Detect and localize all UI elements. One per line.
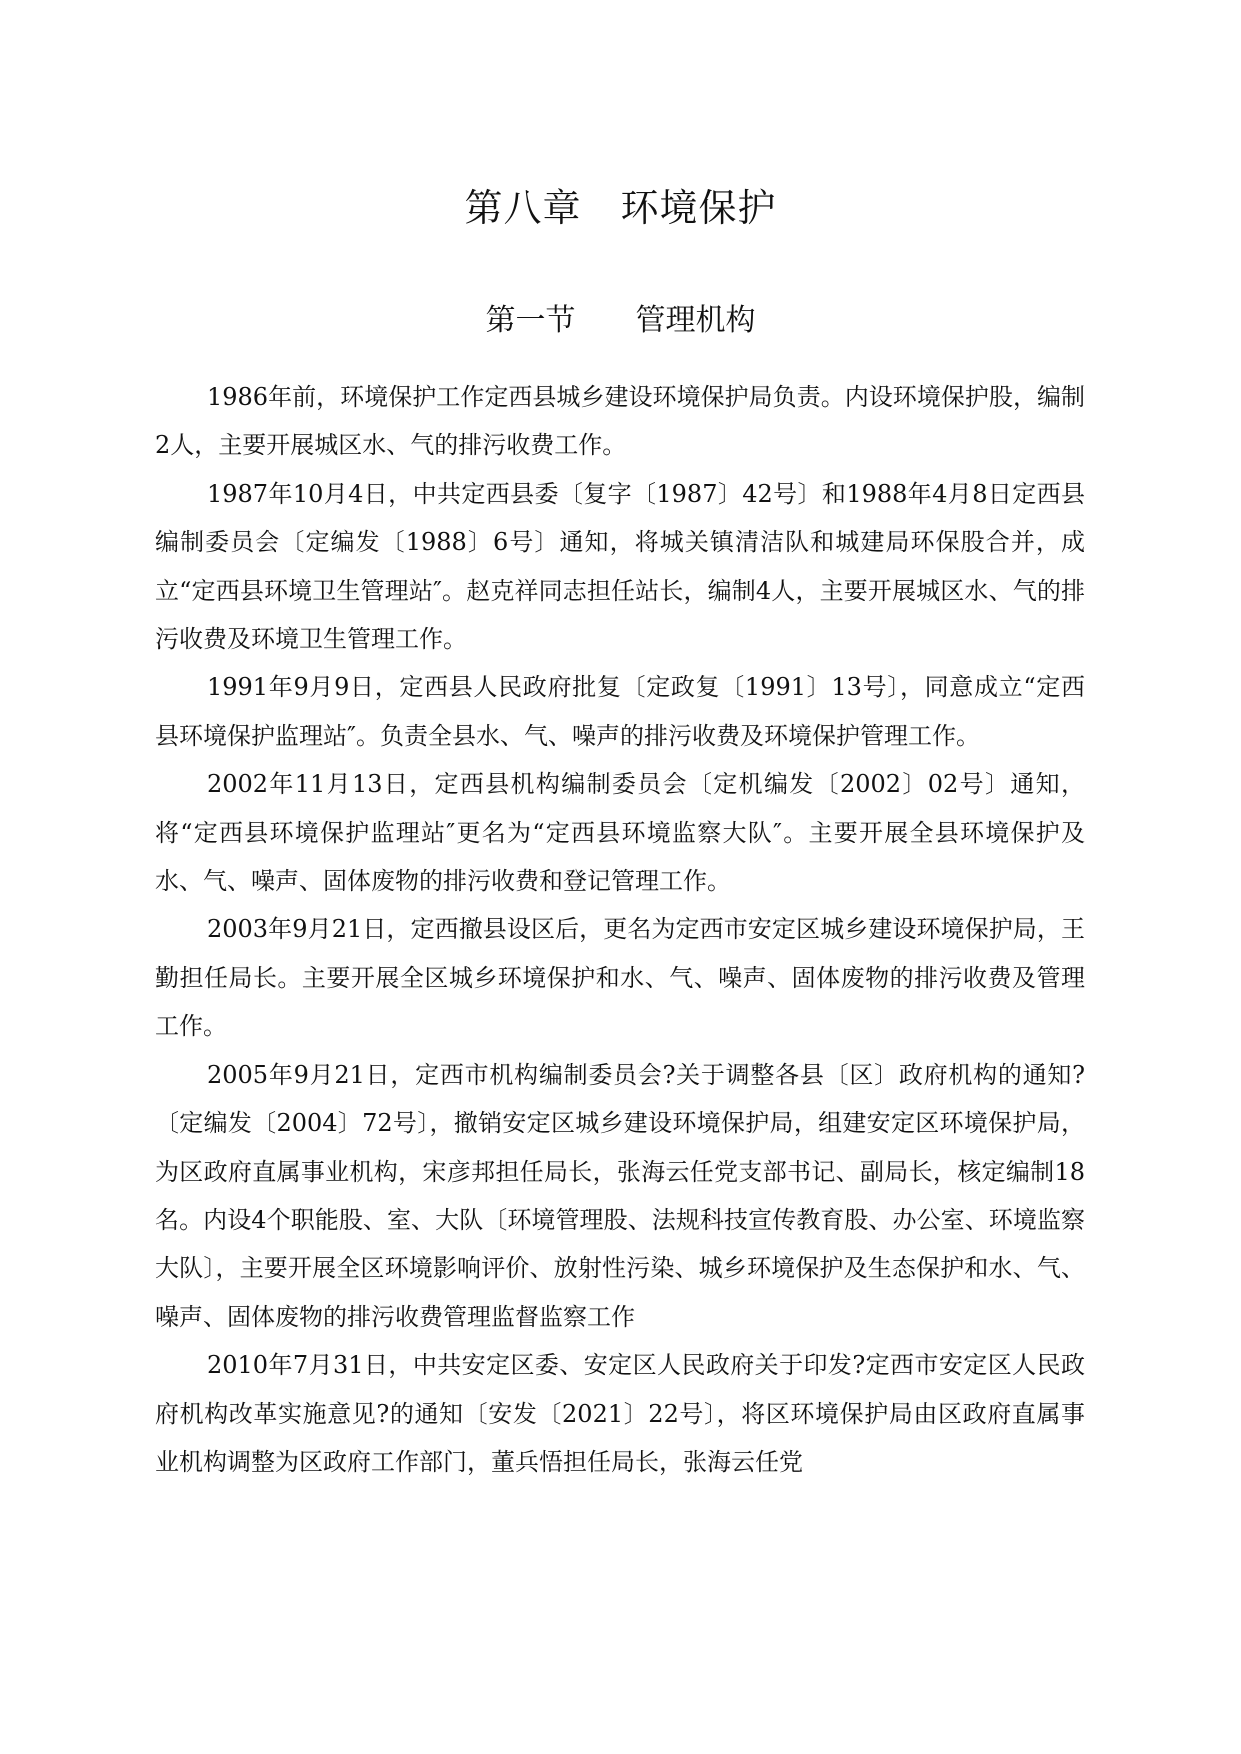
body-text: [155, 373, 1085, 1486]
paragraph-1991: 1991年9月9日，定西县人民政府批复〔定政复〔1991〕13号〕，同意成立“定西县环境保护监理站″。负责全县水、气、噪声的排污收费及环境保护管理工作。: [155, 673, 1085, 750]
paragraph-2005: 2005年9月21日，定西市机构编制委员会?关于调整各县〔区〕政府机构的通知?〔定编发〔2004〕72号〕，撤销安定区城乡建设环境保护局，组建安定区环境保护局，为区政府直属事业机构，宋彦邦担任局长，张海云任党支部书记、副局长，核定编制18名。内设4个职能股、室、大队〔环境管理股、法规科技宣传教育股、办公室、环境监察大队〕，主要开展全区环境影响评价、放射性污染、城乡环境保护及生态保护和水、气、噪声、固体废物的排污收费管理监督监察工作: [155, 1060, 1085, 1331]
paragraph-1986: 1986年前，环境保护工作定西县城乡建设环境保护局负责。内设环境保护股，编制2人，主要开展城区水、气的排污收费工作。: [155, 383, 1085, 460]
section-title: 第一节 管理机构: [485, 303, 756, 338]
paragraph-1987: 1987年10月4日，中共定西县委〔复字〔1987〕42号〕和1988年4月8日定西县编制委员会〔定编发〔1988〕6号〕通知，将城关镇清洁队和城建局环保股合并，成立“定西县环境卫生管理站″。赵克祥同志担任站长，编制4人，主要开展城区水、气的排污收费及环境卫生管理工作。: [155, 479, 1085, 654]
paragraph-2010: 2010年7月31日，中共安定区委、安定区人民政府关于印发?定西市安定区人民政府机构改革实施意见?的通知〔安发〔2021〕22号〕，将区环境保护局由区政府直属事业机构调整为区政府工作部门，董兵悟担任局长，张海云任党: [155, 1351, 1085, 1476]
chapter-title: 第八章 环境保护: [464, 186, 777, 230]
paragraph-2003: 2003年9月21日，定西撤县设区后，更名为定西市安定区城乡建设环境保护局，王勤担任局长。主要开展全区城乡环境保护和水、气、噪声、固体废物的排污收费及管理工作。: [155, 915, 1085, 1041]
paragraph-2002: 2002年11月13日，定西县机构编制委员会〔定机编发〔2002〕02号〕通知，将“定西县环境保护监理站″更名为“定西县环境监察大队″。主要开展全县环境保护及水、气、噪声、固体废物的排污收费和登记管理工作。: [155, 770, 1085, 896]
